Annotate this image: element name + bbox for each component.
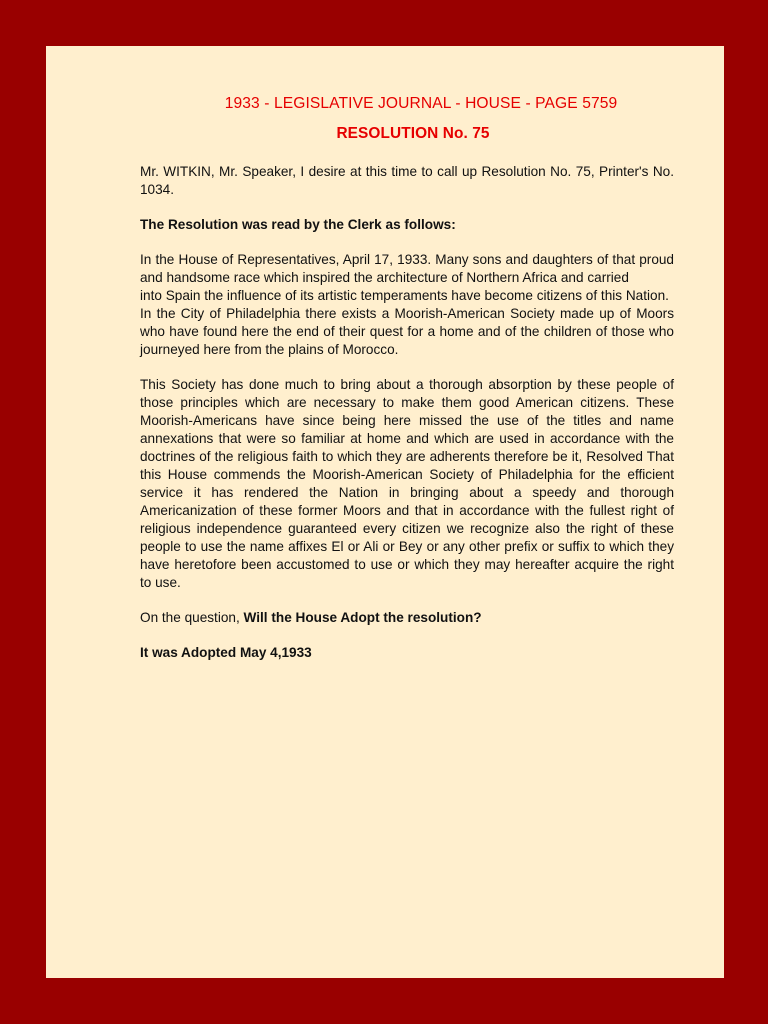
question-paragraph: [140, 609, 674, 627]
question-prefix: On the question,: [140, 610, 244, 625]
preamble-line-1: In the House of Representatives, April 17, 1933. Many sons and daughters of that proud and handsome race which inspired the architecture of Northern Africa and carried: [140, 252, 674, 285]
resolution-title: RESOLUTION No. 75: [336, 125, 490, 142]
resolution-body: This Society has done much to bring about a thorough absorption by these people of those principles which are necessary to make them good American citizens. These Moorish-Americans have since being here missed the use of the titles and name annexations that were so familiar at home and which are used in accordance with the doctrines of the religious faith to which they are adherents therefore be it, Resolved That this House commends the Moorish-American Society of Philadelphia for the efficient service it has rendered the Nation in bringing about a speedy and thorough Americanization of these former Moors and that in accordance with the fullest right of religious independence guaranteed every citizen we recognize also the right of these people to use the name affixes El or Ali or Bey or any other prefix or suffix to which they have heretofore been accustomed to use or which they may hereafter acquire the right to use.: [140, 377, 674, 590]
preamble-line-2: into Spain the influence of its artistic temperaments have become citizens of this Nation.: [140, 288, 669, 303]
preamble-line-3: In the City of Philadelphia there exists a Moorish-American Society made up of Moors who have found here the end of their quest for a home and of the children of those who journeyed here from the plains of Morocco.: [140, 306, 674, 357]
document-page: [46, 46, 724, 978]
journal-title: 1933 - LEGISLATIVE JOURNAL - HOUSE - PAGE 5759: [224, 95, 618, 112]
clerk-reading-statement: The Resolution was read by the Clerk as follows:: [140, 217, 456, 232]
adoption-statement: It was Adopted May 4,1933: [140, 645, 312, 660]
question-text: Will the House Adopt the resolution?: [243, 610, 482, 625]
resolution-preamble: [140, 251, 674, 359]
document-content: [140, 94, 674, 679]
intro-paragraph: Mr. WITKIN, Mr. Speaker, I desire at this time to call up Resolution No. 75, Printer's No. 1034.: [140, 164, 674, 197]
